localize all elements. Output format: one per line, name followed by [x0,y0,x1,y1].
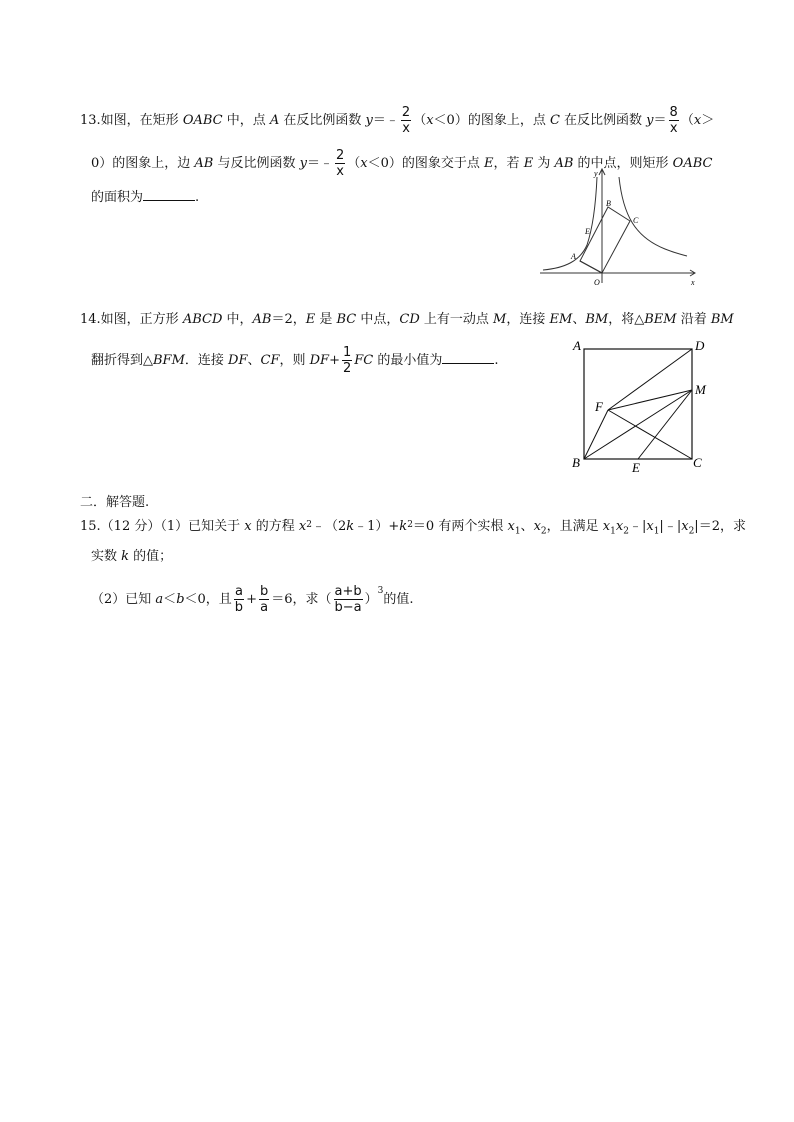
label-B: B [606,199,611,208]
denominator: x [402,121,410,136]
text: ＝2， [271,312,306,327]
text: （ [680,113,694,128]
var-M: M [493,312,507,327]
denominator: b [234,600,244,615]
label-x: x [691,278,695,287]
denominator: a [260,600,269,615]
text: 15.（12 分）（1）已知关于 [80,519,245,534]
fraction-a-over-b [234,584,244,615]
text: ＜0）的图象上，点 [433,113,550,128]
section-heading: 二．解答题. [80,495,150,510]
var-k: k [399,519,408,534]
answer-blank [442,350,494,364]
var-E: E [305,312,316,327]
segment-DF [608,349,692,410]
var-y: y [299,156,307,171]
curve-8-over-x [619,177,687,256]
fraction-2-over-x [401,105,411,136]
text: 中，点 [222,113,270,128]
text: ，连接 [506,312,550,327]
segment-FM [608,390,692,410]
text: 0）的图象上，边 [91,156,195,171]
q15-line-3 [91,584,414,615]
numerator: a+b [334,584,362,599]
text: （ [347,156,361,171]
text: ＝6，求（ [271,592,332,607]
text: 上有一动点 [419,312,494,327]
numerator: 8 [669,105,678,120]
rectangle-OABC [580,207,630,273]
subscript: 1 [514,526,521,537]
text: ＝﹣ [306,156,333,171]
text: 实数 [91,549,122,564]
var-BEM: BEM [644,312,677,327]
text: 14.如图，正方形 [80,312,183,327]
var-x: x [693,113,702,128]
text: ＞ [701,113,715,128]
var-C: C [549,113,560,128]
text: ﹣ [663,519,677,534]
text: （ [413,113,427,128]
q14-line-2 [91,345,499,376]
fraction-2-over-x [335,148,345,179]
var-x: x [681,519,689,534]
label-E: E [585,227,590,236]
text: + [329,353,340,368]
text: ﹣1）+ [354,519,400,534]
var-k: k [346,519,355,534]
var-x: x [646,519,654,534]
var-k: k [121,549,130,564]
text: 的最小值为 [373,353,443,368]
var-x: x [298,519,307,534]
text: 与反比例函数 [213,156,300,171]
text: 是 [315,312,337,327]
text: 沿着 [676,312,711,327]
var-BFM: BFM [153,353,185,368]
text: 为 [533,156,555,171]
subscript: 2 [540,526,547,537]
text: | [676,519,682,534]
var-b: b [176,592,185,607]
var-AB: AB [554,156,574,171]
text: ﹣（2 [311,519,347,534]
text: 翻折得到△ [91,353,153,368]
text: 的面积为 [91,190,144,205]
var-A: A [269,113,280,128]
label-D: D [695,338,705,353]
text: | [694,519,699,534]
text: . [494,353,499,368]
q13-figure [535,165,705,290]
text: 在反比例函数 [559,113,647,128]
exponent: 3 [377,586,384,596]
var-BC: BC [336,312,357,327]
var-DF: DF [228,353,248,368]
var-a: a [155,592,164,607]
fraction-8-over-x [669,105,679,136]
segment-OA [580,261,602,273]
label-M: M [695,382,706,397]
text: 的方程 [251,519,299,534]
var-x: x [507,519,515,534]
var-AB: AB [252,312,272,327]
var-BM: BM [585,312,609,327]
text: ，将△ [608,312,645,327]
denominator: x [336,164,344,179]
var-DF: DF [309,353,330,368]
numerator: 2 [336,148,345,163]
fraction-1-over-2 [342,345,352,376]
var-CD: CD [399,312,420,327]
label-O: O [594,278,600,287]
exponent: 2 [306,520,312,530]
text: ＜ [163,592,177,607]
subscript: 1 [610,526,616,537]
curve-neg-2-over-x [543,177,597,270]
var-x: x [602,519,611,534]
var-AB: AB [194,156,214,171]
q13-line-1 [80,105,714,136]
var-EM: EM [549,312,573,327]
numerator: b [259,584,269,599]
exponent: 2 [407,520,413,530]
var-OABC: OABC [672,156,713,171]
subscript: 2 [688,526,695,537]
denominator: 2 [342,361,352,376]
var-E: E [484,156,494,171]
numerator: 2 [401,105,411,120]
label-B: B [572,455,580,470]
var-x: x [360,156,368,171]
var-x: x [244,519,252,534]
numerator: 1 [342,345,352,360]
var-x: x [426,113,434,128]
text: 的中点，则矩形 [573,156,673,171]
var-BM: BM [710,312,734,327]
label-E: E [632,460,640,475]
numerator: a [234,584,243,599]
text: ，则 [279,353,310,368]
label-C: C [633,216,639,225]
denominator: x [669,121,678,136]
q15-line-1 [80,518,746,541]
text: ） [364,592,378,607]
text: ，且满足 [546,519,603,534]
denominator: b−a [334,600,362,615]
text: （2）已知 [91,592,156,607]
text: ＜0）的图象交于点 [367,156,485,171]
text: . [195,190,200,205]
text: ＝ [653,113,667,128]
var-x: x [533,519,541,534]
text: 、 [572,312,586,327]
text: 、 [247,353,261,368]
var-y: y [365,113,373,128]
text: 的值. [383,592,414,607]
text: 中， [222,312,253,327]
var-CF: CF [260,353,280,368]
subscript: 2 [623,526,629,537]
var-x: x [615,519,624,534]
label-C: C [693,455,702,470]
q14-line-1 [80,311,734,329]
var-y: y [646,113,654,128]
var-FC: FC [354,353,374,368]
text: ．连接 [184,353,229,368]
text: ＝﹣ [372,113,399,128]
label-F: F [595,399,603,414]
subscript: 1 [653,526,660,537]
fraction-b-over-a [259,584,269,615]
text: ﹣ [628,519,642,534]
text: + [246,592,257,607]
fraction-a-plus-b-over-b-minus-a [334,584,363,615]
var-ABCD: ABCD [182,312,223,327]
q15-line-2 [91,548,172,566]
text: ＝0 有两个实根 [412,519,508,534]
label-y: y [594,169,598,178]
var-OABC: OABC [182,113,223,128]
label-A: A [573,338,581,353]
text: 13.如图，在矩形 [80,113,183,128]
q13-line-3 [91,187,199,207]
text: ，若 [493,156,524,171]
text: 、 [520,519,534,534]
text: ＜0，且 [184,592,232,607]
label-A: A [571,252,576,261]
text: 中点， [356,312,400,327]
q14-figure [568,335,718,477]
text: 在反比例函数 [279,113,366,128]
answer-blank [143,187,195,201]
text: | [641,519,647,534]
segment-EM [638,390,692,459]
var-E: E [523,156,534,171]
text: ＝2，求 [698,519,746,534]
text: | [659,519,664,534]
text: 的值； [129,549,173,564]
